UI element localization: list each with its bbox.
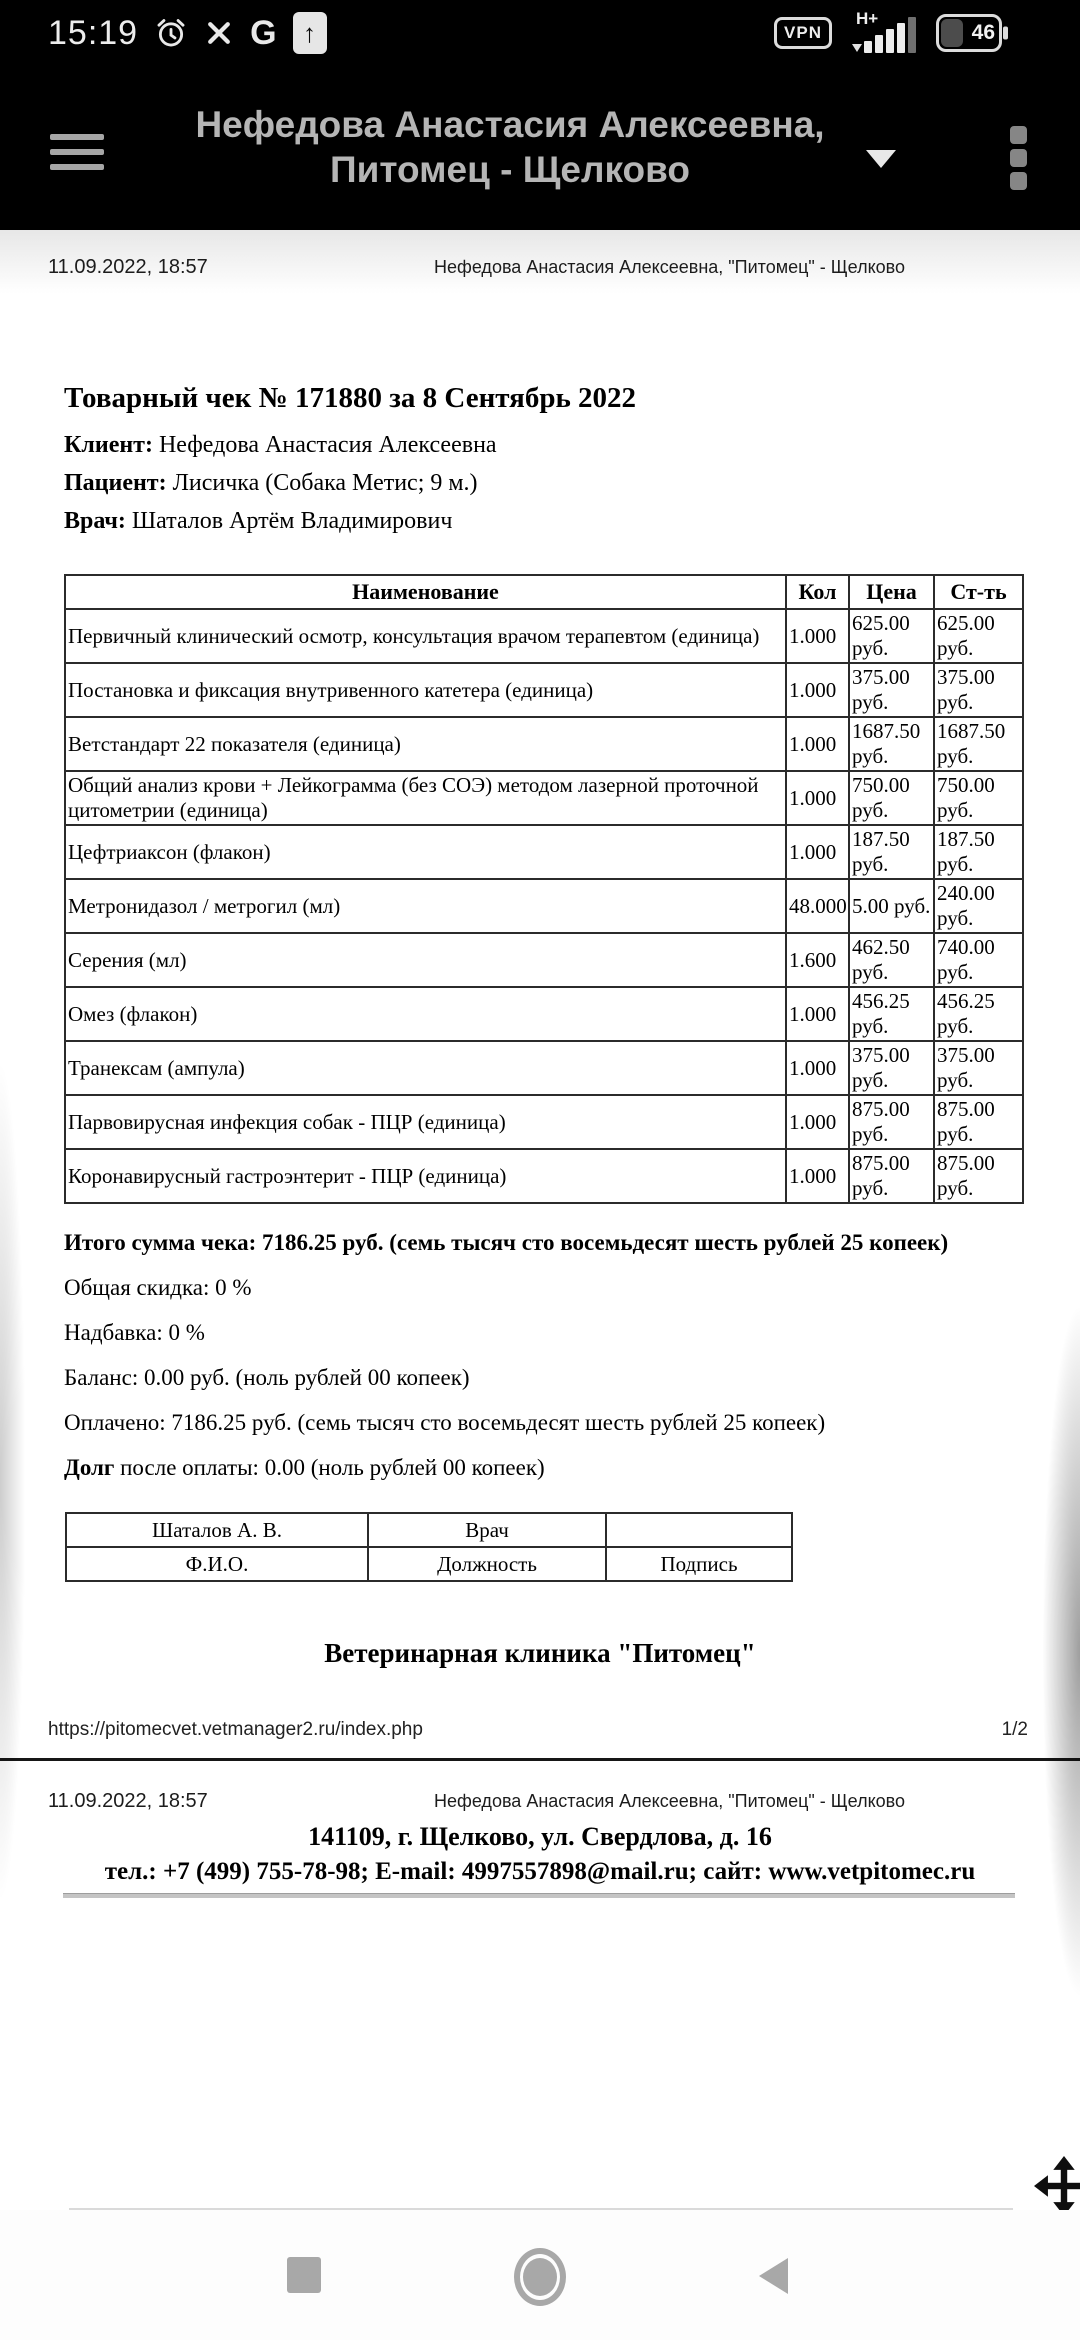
table-row [65,1041,1023,1095]
table-row [65,825,1023,879]
cell-name: Коронавирусный гастроэнтерит - ПЦР (единица) [65,1149,786,1203]
page-title [0,102,1020,192]
x-app-icon [204,18,234,48]
signature-caption-row [66,1547,792,1581]
signature-table [65,1512,793,1582]
upload-icon: ↑ [293,12,327,54]
total-line: Долг после оплаты: 0.00 (ноль рублей 00 копеек) [64,1455,545,1480]
clinic-contacts: тел.: +7 (499) 755-78-98; E-mail: 4997557898@mail.ru; сайт: www.vetpitomec.ru [104,1858,976,1885]
page-title-line1: Нефедова Анастасия Алексеевна, [195,104,825,145]
cell-qty: 1.000 [786,609,849,663]
battery-percent: 46 [971,21,995,44]
clock-time: 15:19 [48,13,139,52]
client-info-block [64,432,497,546]
clinic-address: 141109, г. Щелково, ул. Свердлова, д. 16 [308,1822,772,1851]
table-row [65,987,1023,1041]
items-table-header-row [65,575,1023,609]
cell-price: 5.00 руб. [849,879,934,933]
print-datetime-page2: 11.09.2022, 18:57 [48,1790,208,1812]
battery-nub [1003,27,1008,40]
page-curl-shadow-right [1034,870,1080,2130]
info-line: Врач: Шаталов Артём Владимирович [64,508,453,534]
signal-bars-icon [864,17,916,53]
cell-qty: 1.000 [786,771,849,825]
document-page [0,230,1080,2340]
cell-name: Метронидазол / метрогил (мл) [65,879,786,933]
cell-qty: 1.000 [786,1149,849,1203]
google-icon: G [250,13,277,52]
signature-empty-cell [606,1513,792,1547]
cell-price: 456.25 руб. [849,987,934,1041]
cell-total: 375.00 руб. [934,1041,1023,1095]
cell-total: 750.00 руб. [934,771,1023,825]
cell-qty: 1.600 [786,933,849,987]
cell-price: 625.00 руб. [849,609,934,663]
cell-name: Цефтриаксон (флакон) [65,825,786,879]
cell-price: 375.00 руб. [849,663,934,717]
cell-name: Транексам (ампула) [65,1041,786,1095]
cell-price: 875.00 руб. [849,1149,934,1203]
battery-icon [936,14,1002,52]
items-table [64,574,1024,1204]
table-row [65,1095,1023,1149]
cell-qty: 1.000 [786,663,849,717]
caption-signature: Подпись [606,1547,792,1581]
network-type-label: H+ [856,9,879,28]
totals-block [64,1230,948,1500]
table-row [65,1149,1023,1203]
clinic-title: Ветеринарная клиника "Питомец" [324,1638,756,1668]
table-row [65,663,1023,717]
cell-name: Постановка и фиксация внутривенного катетера (единица) [65,663,786,717]
cell-price: 375.00 руб. [849,1041,934,1095]
status-bar-left [48,0,327,66]
page-title-line2: Питомец - Щелково [330,149,690,190]
cell-total: 875.00 руб. [934,1149,1023,1203]
cell-name: Омез (флакон) [65,987,786,1041]
cell-price: 187.50 руб. [849,825,934,879]
cell-total: 240.00 руб. [934,879,1023,933]
total-line: Оплачено: 7186.25 руб. (семь тысяч сто восемьдесят шесть рублей 25 копеек) [64,1410,826,1435]
cell-total: 375.00 руб. [934,663,1023,717]
chevron-down-icon[interactable] [866,150,896,168]
vpn-badge: VPN [774,17,832,49]
alarm-icon [154,16,188,50]
status-bar [0,0,1080,66]
recents-button[interactable] [287,2257,321,2293]
back-button[interactable] [752,2257,790,2300]
home-button[interactable] [514,2248,566,2306]
cell-price: 750.00 руб. [849,771,934,825]
total-line: Итого сумма чека: 7186.25 руб. (семь тысяч сто восемьдесят шесть рублей 25 копеек) [64,1230,949,1255]
footer-rule [63,1893,1015,1898]
cell-name: Серения (мл) [65,933,786,987]
print-footer-page-number: 1/2 [1001,1719,1028,1740]
cell-qty: 48.000 [786,879,849,933]
table-row [65,879,1023,933]
cellular-signal-icon [852,9,916,53]
signature-doctor-name: Шаталов А. В. [66,1513,368,1547]
cell-qty: 1.000 [786,717,849,771]
total-line: Баланс: 0.00 руб. (ноль рублей 00 копеек) [64,1365,470,1390]
print-datetime: 11.09.2022, 18:57 [48,256,208,278]
cell-qty: 1.000 [786,1041,849,1095]
battery-fill [941,19,963,47]
cell-name: Ветстандарт 22 показателя (единица) [65,717,786,771]
page-curl-shadow-left [0,800,30,2040]
caption-position: Должность [368,1547,606,1581]
app-header [0,66,1080,230]
cell-total: 875.00 руб. [934,1095,1023,1149]
cell-price: 875.00 руб. [849,1095,934,1149]
overflow-menu-icon[interactable] [1010,126,1027,190]
print-header-title-page2: Нефедова Анастасия Алексеевна, "Питомец" - Щелково [434,1791,906,1811]
total-line: Надбавка: 0 % [64,1320,205,1345]
cell-name: Общий анализ крови + Лейкограмма (без СОЭ) методом лазерной проточной цитометрии (единица) [65,771,786,825]
cell-total: 625.00 руб. [934,609,1023,663]
print-header-title: Нефедова Анастасия Алексеевна, "Питомец" - Щелково [434,257,906,277]
table-row [65,771,1023,825]
table-row [65,933,1023,987]
info-line: Клиент: Нефедова Анастасия Алексеевна [64,432,497,458]
cell-name: Первичный клинический осмотр, консультация врачом терапевтом (единица) [65,609,786,663]
navigation-bar [0,2210,1080,2340]
cell-name: Парвовирусная инфекция собак - ПЦР (единица) [65,1095,786,1149]
column-header-cost: Ст-ть [934,575,1023,609]
cell-price: 462.50 руб. [849,933,934,987]
table-row [65,609,1023,663]
receipt-title: Товарный чек № 171880 за 8 Сентябрь 2022 [64,382,637,414]
cell-qty: 1.000 [786,825,849,879]
cell-qty: 1.000 [786,987,849,1041]
column-header-price: Цена [849,575,934,609]
column-header-qty: Кол [786,575,849,609]
column-header-name: Наименование [65,575,786,609]
print-footer-url: https://pitomecvet.vetmanager2.ru/index.php [48,1719,423,1740]
cell-qty: 1.000 [786,1095,849,1149]
cell-price: 1687.50 руб. [849,717,934,771]
home-button-inner [523,2258,557,2296]
caption-fio: Ф.И.О. [66,1547,368,1581]
signature-row [66,1513,792,1547]
table-row [65,717,1023,771]
info-line: Пациент: Лисичка (Собака Метис; 9 м.) [64,470,478,496]
page-break-divider [0,1758,1080,1761]
move-handle-icon[interactable] [1034,2156,1080,2216]
total-line: Общая скидка: 0 % [64,1275,252,1300]
cell-total: 740.00 руб. [934,933,1023,987]
cell-total: 187.50 руб. [934,825,1023,879]
cell-total: 1687.50 руб. [934,717,1023,771]
status-bar-right [774,0,1002,66]
cell-total: 456.25 руб. [934,987,1023,1041]
signature-doctor-role: Врач [368,1513,606,1547]
